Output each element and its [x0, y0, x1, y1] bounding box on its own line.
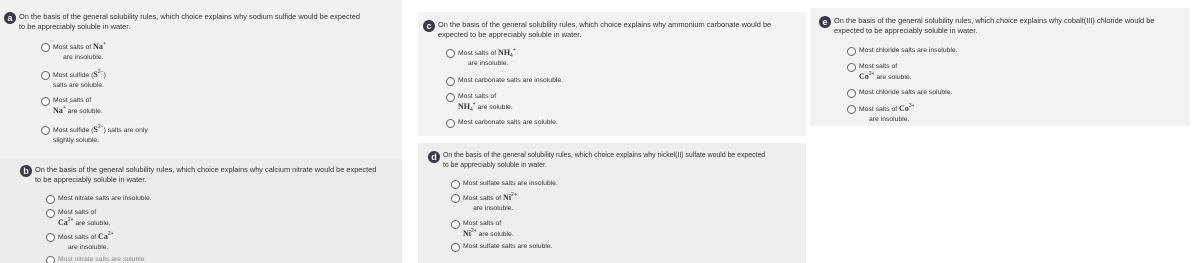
question-panel-d — [418, 143, 806, 263]
option-b-2[interactable]: Most salts of $Ca^{2+}$ are soluble. — [46, 208, 111, 229]
option-c-2[interactable]: Most carbonate salts are insoluble. — [446, 76, 563, 86]
question-badge-a: a — [4, 12, 16, 24]
option-c-3[interactable]: Most salts of $NH_4^+$ are soluble. — [446, 92, 513, 113]
question-badge-c: c — [423, 20, 435, 32]
question-e-line2: expected to be appreciably soluble in water. — [834, 26, 978, 35]
radio-button[interactable] — [46, 209, 55, 218]
radio-button[interactable] — [446, 77, 455, 86]
option-a-3[interactable]: Most salts of Na+ are soluble. — [41, 96, 103, 117]
radio-button[interactable] — [847, 47, 856, 56]
radio-button[interactable] — [847, 89, 856, 98]
radio-button[interactable] — [451, 220, 460, 229]
radio-button[interactable] — [46, 195, 55, 204]
radio-button[interactable] — [847, 105, 856, 114]
option-a-2[interactable]: Most sulfide $(S^{2-})$ salts are soluble. — [41, 70, 106, 91]
radio-button[interactable] — [46, 256, 55, 263]
radio-button[interactable] — [451, 180, 460, 189]
option-e-4[interactable]: Most salts of $Co^{3+}$ are insoluble. — [847, 104, 915, 125]
option-e-1[interactable]: Most chloride salts are insoluble. — [847, 46, 958, 56]
question-panel-e — [810, 8, 1190, 126]
question-panel-b — [0, 158, 402, 263]
radio-button[interactable] — [46, 233, 55, 242]
question-e-line1: On the basis of the general solubility rules, which choice explains why cobalt(III) chloride would be — [834, 16, 1155, 25]
option-d-4[interactable]: Most sulfate salts are soluble. — [451, 242, 553, 252]
question-badge-b: b — [20, 165, 32, 177]
option-c-4[interactable]: Most carbonate salts are soluble. — [446, 118, 558, 128]
question-panel-c — [418, 12, 806, 136]
question-e — [819, 16, 1154, 36]
option-e-2[interactable]: Most salts of $Co^{3+}$ are soluble. — [847, 62, 912, 83]
question-a — [4, 12, 360, 32]
question-b-line1: On the basis of the general solubility rules, which choice explains why calcium nitrate would be expected — [35, 165, 377, 174]
option-a-4[interactable]: Most sulfide $(S^{2-})$ salts are only slightly soluble. — [41, 125, 148, 146]
radio-button[interactable] — [41, 97, 50, 106]
question-c-line1: On the basis of the general solubility rules, which choice explains why ammonium carbonate would be — [438, 20, 772, 29]
question-c-line2: expected to be appreciably soluble in water. — [438, 30, 582, 39]
radio-button[interactable] — [41, 71, 50, 80]
question-b-line2: to be appreciably soluble in water. — [35, 175, 147, 184]
question-a-line2: to be appreciably soluble in water. — [19, 22, 131, 31]
option-a-1[interactable]: Most salts of Na+ are insoluble. — [41, 42, 106, 63]
radio-button[interactable] — [451, 194, 460, 203]
question-d — [428, 151, 765, 171]
question-d-line2: to be appreciably soluble in water. — [443, 162, 547, 169]
option-c-1[interactable]: Most salts of $NH_4^+$ are insoluble. — [446, 48, 516, 69]
radio-button[interactable] — [446, 119, 455, 128]
option-d-3[interactable]: Most salts of $Ni^{2+}$ are soluble. — [451, 219, 514, 240]
question-c — [423, 20, 771, 40]
option-b-3[interactable]: Most salts of $Ca^{2+}$ are insoluble. — [46, 232, 114, 253]
option-b-1[interactable]: Most nitrate salts are insoluble. — [46, 194, 152, 204]
question-a-line1: On the basis of the general solubility rules, which choice explains why sodium sulfide would be expected — [19, 12, 360, 21]
question-panel-a — [0, 0, 402, 158]
radio-button[interactable] — [847, 63, 856, 72]
radio-button[interactable] — [41, 43, 50, 52]
radio-button[interactable] — [41, 126, 50, 135]
question-badge-d: d — [428, 151, 440, 163]
option-d-1[interactable]: Most sulfate salts are insoluble. — [451, 179, 558, 189]
question-d-line1: On the basis of the general solubility rules, which choice explains why nickel(II) sulfate would be expected — [443, 152, 766, 159]
radio-button[interactable] — [446, 49, 455, 58]
question-badge-e: e — [819, 16, 831, 28]
radio-button[interactable] — [446, 93, 455, 102]
option-d-2[interactable]: Most salts of $Ni^{2+}$ are insoluble. — [451, 193, 517, 214]
option-e-3[interactable]: Most chloride salts are soluble. — [847, 88, 952, 98]
option-b-4[interactable]: Most nitrate salts are soluble — [46, 255, 145, 263]
radio-button[interactable] — [451, 243, 460, 252]
question-b — [20, 165, 376, 185]
